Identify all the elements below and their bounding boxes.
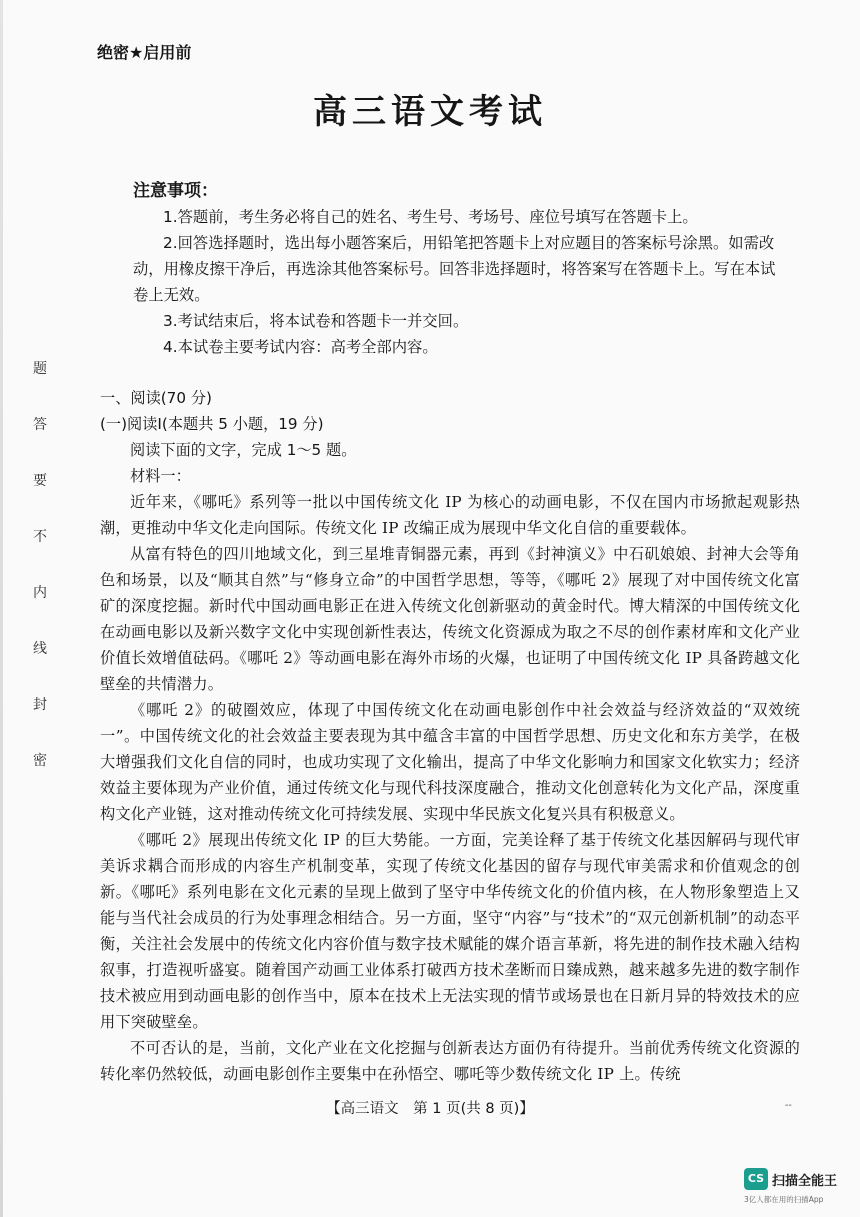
confidentiality-mark: 绝密★启用前 [97, 43, 192, 62]
page-title: 高三语文考试 [313, 92, 547, 132]
seal-char: 要 [33, 473, 47, 489]
notice-list [133, 204, 783, 360]
subsection-heading: (一)阅读Ⅰ(本题共 5 小题，19 分) [100, 415, 324, 433]
notice-item: 1.答题前，考生务必将自己的姓名、考生号、考场号、座位号填写在答题卡上。 [163, 208, 698, 226]
passage-paragraph: 从富有特色的四川地域文化，到三星堆青铜器元素，再到《封神演义》中石矶娘娘、封神大会等角色和场景，以及“顺其自然”与“修身立命”的中国哲学思想，等等，《哪吒 2》展现了对中国传统文化富矿的深度挖掘。新时代中国动画电影正在进入传统文化创新驱动的黄金时代。博大精深的中国传统文化在动画电影以及新兴数字文化中实现创新性表达，传统文化资源成为取之不尽的创作素材库和文化产业价值长效增值砝码。《哪吒 2》等动画电影在海外市场的火爆，也证明了中国传统文化 IP 具备跨越文化壁垒的共情潜力。 [100, 545, 800, 693]
camscanner-logo-icon: CS [744, 1168, 768, 1190]
footer-dash: -- [785, 1100, 792, 1111]
seal-char: 答 [33, 417, 47, 433]
scanner-watermark [744, 1168, 854, 1208]
seal-char: 线 [33, 641, 47, 657]
passage-paragraph: 不可否认的是，当前，文化产业在文化挖掘与创新表达方面仍有待提升。当前优秀传统文化资源的转化率仍然较低，动画电影创作主要集中在孙悟空、哪吒等少数传统文化 IP 上。传统 [100, 1039, 800, 1083]
notice-item: 3.考试结束后，将本试卷和答题卡一并交回。 [163, 312, 469, 330]
notice-heading: 注意事项： [133, 181, 218, 201]
seal-char: 内 [33, 585, 47, 601]
seal-char: 不 [33, 529, 47, 545]
notice-item: 4.本试卷主要考试内容：高考全部内容。 [163, 338, 438, 356]
seal-char: 封 [33, 697, 47, 713]
seal-char: 密 [33, 753, 47, 769]
section-heading: 一、阅读(70 分) [100, 389, 212, 407]
passage-paragraph: 《哪吒 2》的破圈效应，体现了中国传统文化在动画电影创作中社会效益与经济效益的“双效统一”。中国传统文化的社会效益主要表现为其中蕴含丰富的中国哲学思想、历史文化和东方美学，在极大增强我们文化自信的同时，也成功实现了文化输出，提高了中华文化影响力和国家文化软实力；经济效益主要体现为产业价值，通过传统文化与现代科技深度融合，推动文化创意转化为文化产品，深度重构文化产业链，这对推动传统文化可持续发展、实现中华民族文化复兴具有积极意义。 [100, 701, 800, 823]
binding-margin [0, 0, 70, 1217]
scanner-tagline: 3亿人都在用的扫描App [744, 1195, 824, 1204]
passage-paragraph: 近年来，《哪吒》系列等一批以中国传统文化 IP 为核心的动画电影，不仅在国内市场掀起观影热潮，更推动中华文化走向国际。传统文化 IP 改编正成为展现中华文化自信的重要载体。 [100, 493, 800, 537]
seal-char: 题 [33, 361, 47, 377]
seal-line-text [30, 358, 50, 806]
scanner-name: 扫描全能王 [772, 1174, 838, 1189]
material-label: 材料一： [130, 467, 191, 485]
passage-paragraph: 《哪吒 2》展现出传统文化 IP 的巨大势能。一方面，完美诠释了基于传统文化基因解码与现代审美诉求耦合而形成的内容生产机制变革，实现了传统文化基因的留存与现代审美需求和价值观念的创新。《哪吒》系列电影在文化元素的呈现上做到了坚守中华传统文化的价值内核，在人物形象塑造上又能与当代社会成员的行为处事理念相结合。另一方面，坚守“内容”与“技术”的“双元创新机制”的动态平衡，关注社会发展中的传统文化内容价值与数字技术赋能的媒介语言革新，将先进的制作技术融入结构叙事，打造视听盛宴。随着国产动画工业体系打破西方技术垄断而日臻成熟，越来越多先进的数字制作技术被应用到动画电影的创作当中，原本在技术上无法实现的情节或场景也在日新月异的特效技术的应用下突破壁垒。 [100, 831, 800, 1031]
reading-section [100, 385, 800, 1087]
notice-item: 2.回答选择题时，选出每小题答案后，用铅笔把答题卡上对应题目的答案标号涂黑。如需改动，用橡皮擦干净后，再选涂其他答案标号。回答非选择题时，将答案写在答题卡上。写在本试卷上无效。 [133, 234, 776, 304]
reading-instruction: 阅读下面的文字，完成 1～5 题。 [130, 441, 357, 459]
margin-edge [0, 0, 3, 1217]
page-footer: 【高三语文 第 1 页(共 8 页)】 [326, 1101, 534, 1117]
